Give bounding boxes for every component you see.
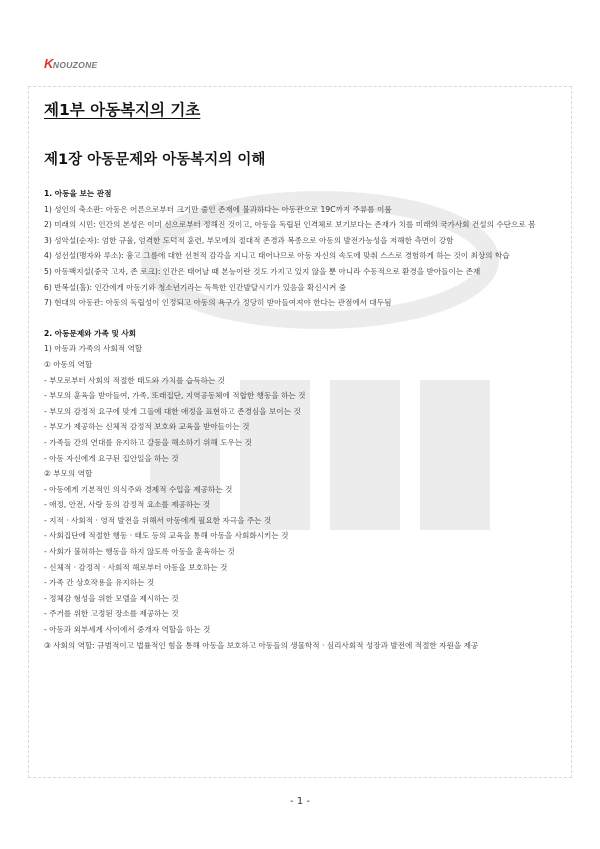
- list-item: - 아동과 외부세계 사이에서 중개자 역할을 하는 것: [44, 625, 211, 635]
- list-item: - 지적 · 사회적 · 영적 발전을 위해서 아동에게 필요한 자극을 주는 것: [44, 515, 272, 525]
- list-item: 7) 현대의 아동관: 아동의 독립성이 인정되고 아동의 욕구가 정당히 받아들여져야 한다는 관점에서 대두됨: [44, 298, 392, 308]
- list-item: 3) 성악설(순자): 엄한 규율, 엄격한 도덕적 훈련, 부모에의 절대적 존경과 복종으로 아동의 발전가능성을 저해한 측면이 강함: [44, 235, 454, 245]
- list-item: - 사회집단에 적절한 행동 · 태도 등의 교육을 통해 아동을 사회화시키는 것: [44, 531, 289, 541]
- list-item: - 부모가 제공하는 신체적 감정적 보호와 교육을 받아들이는 것: [44, 422, 250, 432]
- page-number: - 1 -: [290, 796, 310, 807]
- part-title: 제1부 아동복지의 기초: [44, 101, 201, 119]
- logo-letter: K: [44, 56, 53, 71]
- list-item: - 정체감 형성을 위한 모델을 제시하는 것: [44, 593, 179, 603]
- child-role-title: ① 아동의 역할: [44, 359, 93, 369]
- list-item: - 아동 자신에게 요구된 집안일을 하는 것: [44, 453, 179, 463]
- subsection-heading: 1) 아동과 가족의 사회적 역할: [44, 344, 143, 354]
- list-item: - 사회가 불허하는 행동을 하지 않도록 아동을 훈육하는 것: [44, 547, 235, 557]
- list-item: - 애정, 안전, 사랑 등의 감정적 요소를 제공하는 것: [44, 500, 211, 510]
- list-item: - 부모의 감정적 요구에 맞게 그들에 대한 애정을 표현하고 존경심을 보이는 것: [44, 406, 301, 416]
- list-item: 6) 반복설(홀): 인간에게 아동기와 청소년기라는 독특한 인간발달시기가 있음을 확신시켜 줌: [44, 282, 347, 292]
- knouzone-logo: [44, 56, 98, 71]
- list-item: 2) 미래의 시민: 인간의 본성은 이미 신으로부터 정해진 것이고, 아동을 독립된 인격체로 보기보다는 존재가 치를 미래의 국가사회 건설의 수단으로 봄: [44, 220, 536, 230]
- list-item: - 주거를 위한 고정된 장소를 제공하는 것: [44, 609, 179, 619]
- list-item: - 가족 간 상호작용을 유지하는 것: [44, 578, 155, 588]
- list-item: - 부모의 훈육을 받아들여, 가족, 또래집단, 지역공동체에 적합한 행동을 하는 것: [44, 391, 306, 401]
- chapter-title: 제1장 아동문제와 아동복지의 이해: [44, 152, 266, 168]
- list-item: - 아동에게 기본적인 의식주와 경제적 수입을 제공하는 것: [44, 484, 233, 494]
- list-item: - 신체적 · 감정적 · 사회적 해로부터 아동을 보호하는 것: [44, 562, 228, 572]
- list-item: 1) 성인의 축소판: 아동은 어른으로부터 크기만 줄인 존재에 불과하다는 아동관으로 19C까지 주류를 이룸: [44, 204, 392, 214]
- list-item: - 부모로부터 사회의 적절한 태도와 가치를 습득하는 것: [44, 375, 226, 385]
- section2-heading: 2. 아동문제와 가족 및 사회: [44, 328, 137, 338]
- list-item: 4) 성선설(맹자와 루소): 흉고 그름에 대한 선천적 감각을 지니고 태어나므로 아동 자신의 속도에 맞춰 스스로 경험하게 하는 것이 최상의 학습: [44, 251, 510, 261]
- list-item: 5) 아동백지설(중국 고자, 존 로크): 인간은 태어날 때 본능이란 것도 가지고 있지 않을 뿐 아니라 수동적으로 환경을 받아들이는 존재: [44, 266, 481, 276]
- document-body: [44, 186, 560, 653]
- section1-heading: 1. 아동을 보는 관점: [44, 189, 112, 198]
- parent-role-title: ② 부모의 역할: [44, 469, 93, 479]
- society-role: ③ 사회의 역할: 규범적이고 법률적인 힘을 통해 아동을 보호하고 아동들의 생물학적 · 심리사회적 성장과 발전에 적절한 자원을 제공: [44, 640, 479, 650]
- list-item: - 가족들 간의 연대를 유지하고 갈등을 해소하기 위해 도우는 것: [44, 437, 252, 447]
- logo-text: NOUZONE: [52, 60, 98, 70]
